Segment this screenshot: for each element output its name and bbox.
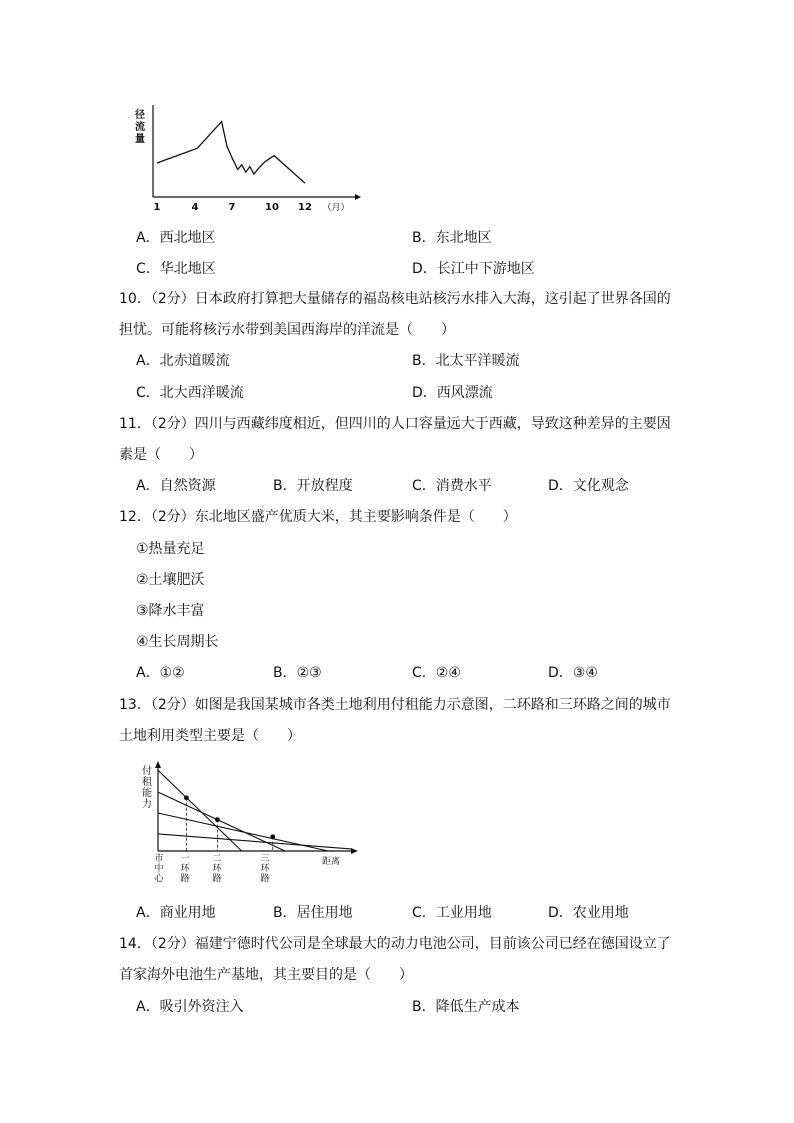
q13-stem-line1: 13．（2分）如图是我国某城市各类土地利用付租能力示意图，二环路和三环路之间的城市 [119, 697, 671, 713]
q11-option-c[interactable]: C．消费水平 [412, 478, 492, 494]
bid-rent-origin-2: 中 [154, 864, 164, 874]
q11-stem-line1: 11．（2分）四川与西藏纬度相近，但四川的人口容量远大于西藏，导致这种差异的主要因 [119, 416, 671, 432]
runoff-tick-7: 7 [228, 202, 236, 213]
q12-item-4: ④生长周期长 [136, 634, 219, 650]
bid-rent-ring2-2: 环 [212, 864, 222, 874]
bid-rent-ring2-3: 路 [212, 874, 222, 884]
bid-rent-y-arrow [155, 761, 161, 768]
bid-rent-point-3 [270, 834, 275, 839]
q9-option-d[interactable]: D．长江中下游地区 [412, 261, 535, 277]
q12-option-c[interactable]: C．②④ [412, 665, 461, 681]
q10-stem-line1: 10．（2分）日本政府打算把大量储存的福岛核电站核污水排入大海，这引起了世界各国的 [119, 291, 671, 307]
q11-option-d[interactable]: D．文化观念 [548, 478, 629, 494]
q12-item-3: ③降水丰富 [136, 603, 205, 619]
runoff-ylabel-2: 流 [135, 122, 145, 133]
q14-option-b[interactable]: B．降低生产成本 [412, 999, 520, 1015]
q11-option-b[interactable]: B．开放程度 [273, 478, 353, 494]
q12-option-a[interactable]: A．①② [136, 665, 185, 681]
q13-stem-line2: 土地利用类型主要是（ ） [119, 728, 301, 744]
q12-stem-line1: 12．（2分）东北地区盛产优质大米，其主要影响条件是（ ） [119, 509, 517, 525]
q14-stem-line2: 首家海外电池生产基地，其主要目的是（ ） [119, 967, 413, 983]
bid-rent-ring1-3: 路 [180, 874, 190, 884]
q13-option-b[interactable]: B．居住用地 [273, 905, 353, 921]
runoff-tick-4: 4 [191, 202, 199, 213]
runoff-x-unit: （月） [322, 203, 350, 213]
q14-stem-line1: 14．（2分）福建宁德时代公司是全球最大的动力电池公司，目前该公司已经在德国设立了 [119, 936, 671, 952]
q11-option-a[interactable]: A．自然资源 [136, 478, 216, 494]
q12-item-1: ①热量充足 [136, 541, 205, 557]
q11-stem-line2: 素是（ ） [119, 447, 203, 463]
q10-option-b[interactable]: B．北太平洋暖流 [412, 353, 520, 369]
bid-rent-ring3-3: 路 [260, 874, 270, 884]
q13-option-a[interactable]: A．商业用地 [136, 905, 216, 921]
q12-item-2: ②土壤肥沃 [136, 572, 205, 588]
bid-rent-ylabel-3: 能 [142, 788, 152, 799]
bid-rent-ring1-2: 环 [180, 864, 190, 874]
bid-rent-xlabel: 距离 [321, 857, 341, 867]
q12-option-b[interactable]: B．②③ [273, 665, 322, 681]
q10-option-a[interactable]: A．北赤道暖流 [136, 353, 230, 369]
bid-rent-point-2 [215, 817, 220, 822]
q12-option-d[interactable]: D．③④ [548, 665, 598, 681]
q10-option-c[interactable]: C．北大西洋暖流 [136, 385, 244, 401]
q9-option-b[interactable]: B．东北地区 [412, 230, 492, 246]
bid-rent-ylabel-2: 租 [142, 777, 152, 788]
bid-rent-chart [135, 760, 370, 890]
bid-rent-line-1 [158, 770, 242, 851]
q10-stem-line2: 担忧。可能将核污水带到美国西海岸的洋流是（ ） [119, 322, 455, 338]
bid-rent-line-4 [158, 834, 352, 849]
runoff-tick-1: 1 [153, 202, 161, 213]
q13-option-d[interactable]: D．农业用地 [548, 905, 629, 921]
runoff-tick-10: 10 [265, 202, 279, 213]
q10-option-d[interactable]: D．西风漂流 [412, 385, 493, 401]
runoff-tick-12: 12 [298, 202, 312, 213]
bid-rent-origin-3: 心 [154, 874, 164, 884]
bid-rent-ring3-1: 三 [260, 854, 270, 864]
runoff-ylabel-1: 径 [135, 110, 145, 121]
runoff-x-arrow [355, 194, 361, 200]
q13-option-c[interactable]: C．工业用地 [412, 905, 492, 921]
bid-rent-ylabel-4: 力 [142, 799, 152, 810]
bid-rent-ylabel-1: 付 [142, 766, 152, 777]
bid-rent-ring2-1: 二 [212, 854, 222, 864]
runoff-ylabel-3: 量 [135, 134, 145, 145]
q9-option-a[interactable]: A．西北地区 [136, 230, 216, 246]
bid-rent-ring3-2: 环 [260, 864, 270, 874]
bid-rent-origin-1: 市 [154, 854, 164, 864]
bid-rent-ring1-1: 一 [180, 854, 190, 864]
runoff-series-line [157, 122, 305, 184]
bid-rent-point-1 [184, 795, 189, 800]
q14-option-a[interactable]: A．吸引外资注入 [136, 999, 244, 1015]
runoff-chart [130, 100, 370, 215]
q9-option-c[interactable]: C．华北地区 [136, 261, 216, 277]
